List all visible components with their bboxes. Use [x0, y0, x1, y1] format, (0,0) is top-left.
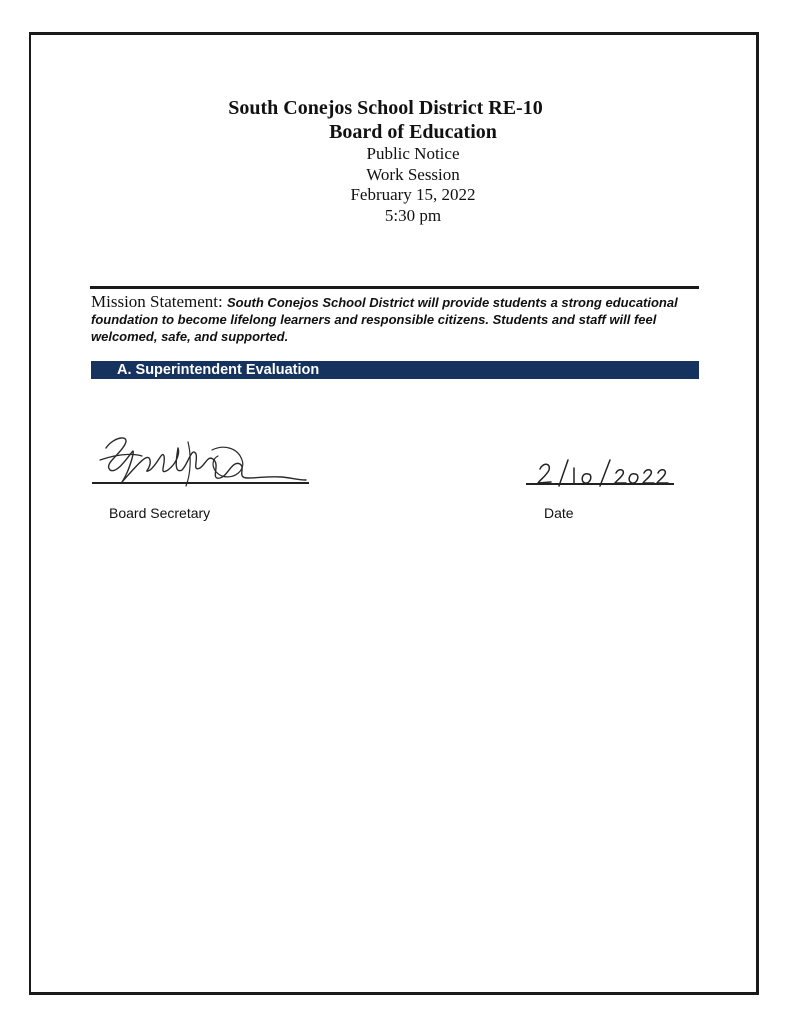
mission-statement: [91, 293, 701, 345]
header-divider: [90, 286, 699, 289]
handwritten-date: [534, 456, 674, 490]
mission-text: South Conejos School District will provide students a strong educational foundation to become lifelong learners and responsible citizens. Students and staff will feel welcomed, safe, and supported.: [91, 295, 678, 344]
meeting-date: February 15, 2022: [350, 185, 476, 204]
meeting-time: 5:30 pm: [384, 205, 442, 225]
agenda-item-superintendent-evaluation: A. Superintendent Evaluation: [117, 362, 320, 378]
session-type: Work Session: [366, 164, 460, 184]
board-secretary-label: Board Secretary: [109, 505, 211, 521]
signature-line: [92, 482, 309, 484]
board-title: Board of Education: [329, 121, 497, 143]
mission-label: Mission Statement:: [91, 292, 227, 311]
date-line: [526, 483, 674, 485]
date-label: Date: [544, 505, 574, 521]
district-name: South Conejos School District RE-10: [228, 97, 543, 119]
document-header: [0, 96, 791, 226]
agenda-section-bar: [91, 361, 699, 379]
notice-type: Public Notice: [366, 144, 460, 163]
